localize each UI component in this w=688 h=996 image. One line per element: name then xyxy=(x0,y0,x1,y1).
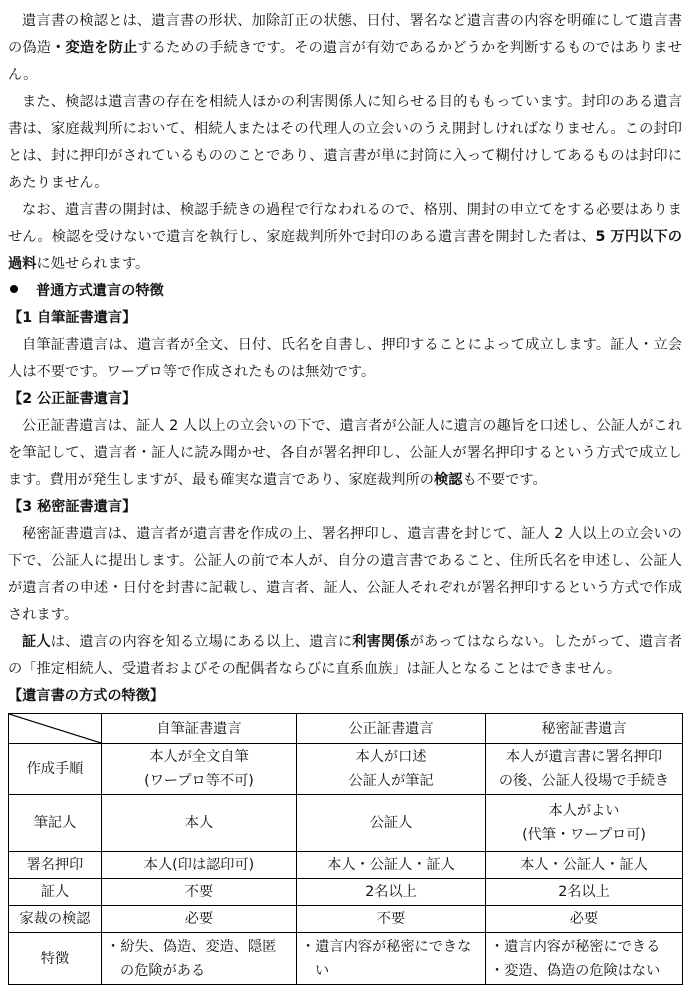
document-page xyxy=(8,8,682,985)
cell-line: い xyxy=(315,962,330,979)
will-format-table xyxy=(8,713,683,985)
row-label: 証人 xyxy=(9,879,102,906)
cell-line: (ワープロ等不可) xyxy=(144,773,254,789)
bold-text: 利害関係 xyxy=(352,634,410,650)
row-label: 特徴 xyxy=(9,933,102,985)
row-label: 家裁の検認 xyxy=(9,906,102,933)
section-heading-notarial: 【2 公正証書遺言】 xyxy=(8,391,137,407)
cell-line: 本人・公証人・証人 xyxy=(327,857,455,873)
table-header-row xyxy=(9,714,683,744)
bold-text: 検認 xyxy=(434,472,463,488)
column-header: 秘密証書遺言 xyxy=(486,714,683,744)
cell-line: 本人が口述 xyxy=(355,749,427,765)
table-cell xyxy=(297,795,486,852)
cell-line: (代筆・ワープロ可) xyxy=(522,827,646,843)
bold-text: 証人 xyxy=(22,634,51,650)
table-cell xyxy=(102,906,297,933)
table-cell xyxy=(486,933,683,985)
text: なお、遺言書の開封は、検認手続きの過程で行なわれるので、格別、開封の申立てをする必要はありません。検認を受けないで遺言を執行し、家庭裁判所外で封印のある遺言書を開封した者は、 xyxy=(8,202,682,245)
section-body-holographic: 自筆証書遺言は、遺言者が全文、日付、氏名を自書し、押印することによって成立します。証人・立会人は不要です。ワープロ等で作成されたものは無効です。 xyxy=(8,337,682,380)
cell-line: 必要 xyxy=(569,911,599,927)
text: に処せられます。 xyxy=(36,256,150,272)
table-row xyxy=(9,852,683,879)
text: 遺言書の検認とは、遺言書の形状、加除訂正の状態、日付、署名など遺言書の内容を明確にして遺言書の偽造 xyxy=(8,13,682,56)
text: も不要です。 xyxy=(462,472,547,488)
text: するための手続きです。その遺言が有効であるかどうかを判断するものではありません。 xyxy=(8,40,682,83)
table-cell xyxy=(102,744,297,795)
table-cell xyxy=(486,906,683,933)
cell-line: 公証人が筆記 xyxy=(348,773,434,789)
bold-text: を防止 xyxy=(94,40,138,56)
cell-line: 必要 xyxy=(184,911,214,927)
table-cell xyxy=(102,933,297,985)
bullet-icon xyxy=(10,285,18,293)
text: ・ xyxy=(51,40,66,56)
table-row xyxy=(9,795,683,852)
table-cell xyxy=(297,933,486,985)
table-cell xyxy=(102,879,297,906)
table-row xyxy=(9,933,683,985)
text: 公正証書遺言は、証人 2 人以上の立会いの下で、遺言者が公証人に遺言の趣旨を口述し、公証人がこれを筆記して、遺言者・証人に読み聞かせ、各自が署名押印し、公証人が署名押印するという方式で成立します。費用が発生しますが、最も確実な遺言であり、家庭裁判所の xyxy=(8,418,682,488)
table-cell xyxy=(297,744,486,795)
cell-line: 公証人 xyxy=(369,815,413,831)
table-cell xyxy=(297,879,486,906)
table-row xyxy=(9,879,683,906)
section-heading-holographic: 【1 自筆証書遺言】 xyxy=(8,310,137,326)
table-cell xyxy=(486,852,683,879)
bold-text: 変造 xyxy=(65,40,95,56)
text: は、遺言の内容を知る立場にある以上、遺言に xyxy=(50,634,353,650)
column-header: 公正証書遺言 xyxy=(297,714,486,744)
table-cell xyxy=(297,906,486,933)
cell-line: ・遺言内容が秘密にできる xyxy=(490,938,661,955)
section-body-secret: 秘密証書遺言は、遺言者が遺言書を作成の上、署名押印し、遺言書を封じて、証人 2 人以上の立会いの下で、公証人に提出します。公証人の前で本人が、自分の遺言書であること、住所氏名を申述し、公証人が遺言者の申述・日付を封書に記載し、遺言者、証人、公証人それぞれが署名押印するという方式で作成されます。 xyxy=(8,526,682,623)
table-caption: 【遺言書の方式の特徴】 xyxy=(8,688,165,704)
cell-line: ・変造、偽造の危険はない xyxy=(490,962,661,979)
cell-line: 不要 xyxy=(376,911,406,927)
cell-line: 2名以上 xyxy=(365,884,417,900)
table-cell xyxy=(297,852,486,879)
cell-line: ・遺言内容が秘密にできな xyxy=(301,938,472,955)
paragraph-opening xyxy=(8,197,682,278)
paragraph-inspection-definition xyxy=(8,8,682,89)
text: があってはならない。したがって、遺言者の「推定相続人、受遺者およびその配偶者ならびに直系血族」は証人となることはできません。 xyxy=(8,634,682,677)
bullet-heading xyxy=(10,278,682,305)
table-row xyxy=(9,744,683,795)
section-heading-secret: 【3 秘密証書遺言】 xyxy=(8,499,137,515)
row-label: 筆記人 xyxy=(9,795,102,852)
table-cell xyxy=(486,879,683,906)
table-row xyxy=(9,906,683,933)
table-cell xyxy=(486,744,683,795)
paragraph-inspection-purpose: また、検認は遺言書の存在を相続人ほかの利害関係人に知らせる目的ももっています。封印のある遺言書は、家庭裁判所において、相続人またはその代理人の立会いのうえ開封しければなりません。この封印とは、封に押印がされているもののことであり、遺言書が単に封筒に入って糊付けしてあるものは封印にあたりません。 xyxy=(8,94,682,191)
cell-line: 本人(印は認印可) xyxy=(143,857,255,873)
row-label: 署名押印 xyxy=(9,852,102,879)
column-header: 自筆証書遺言 xyxy=(102,714,297,744)
table-cell xyxy=(102,852,297,879)
bullet-heading-text: 普通方式遺言の特徴 xyxy=(36,283,164,299)
row-label: 作成手順 xyxy=(9,744,102,795)
cell-line: 本人がよい xyxy=(548,803,620,819)
cell-line: の後、公証人役場で手続き xyxy=(498,773,670,789)
diagonal-corner-cell xyxy=(9,714,102,744)
cell-line: の危険がある xyxy=(120,962,206,979)
cell-line: 不要 xyxy=(184,884,214,900)
cell-line: 本人・公証人・証人 xyxy=(520,857,648,873)
cell-line: ・紛失、偽造、変造、隠匿 xyxy=(106,938,277,955)
table-cell xyxy=(102,795,297,852)
cell-line: 本人 xyxy=(184,815,214,831)
table-cell xyxy=(486,795,683,852)
cell-line: 本人が全文自筆 xyxy=(149,749,249,765)
cell-line: 2名以上 xyxy=(558,884,610,900)
bold-text: 5 万円以下の過料 xyxy=(8,229,682,272)
witness-note xyxy=(8,629,682,683)
cell-line: 本人が遺言書に署名押印 xyxy=(505,749,663,765)
section-body-notarial xyxy=(8,413,682,494)
